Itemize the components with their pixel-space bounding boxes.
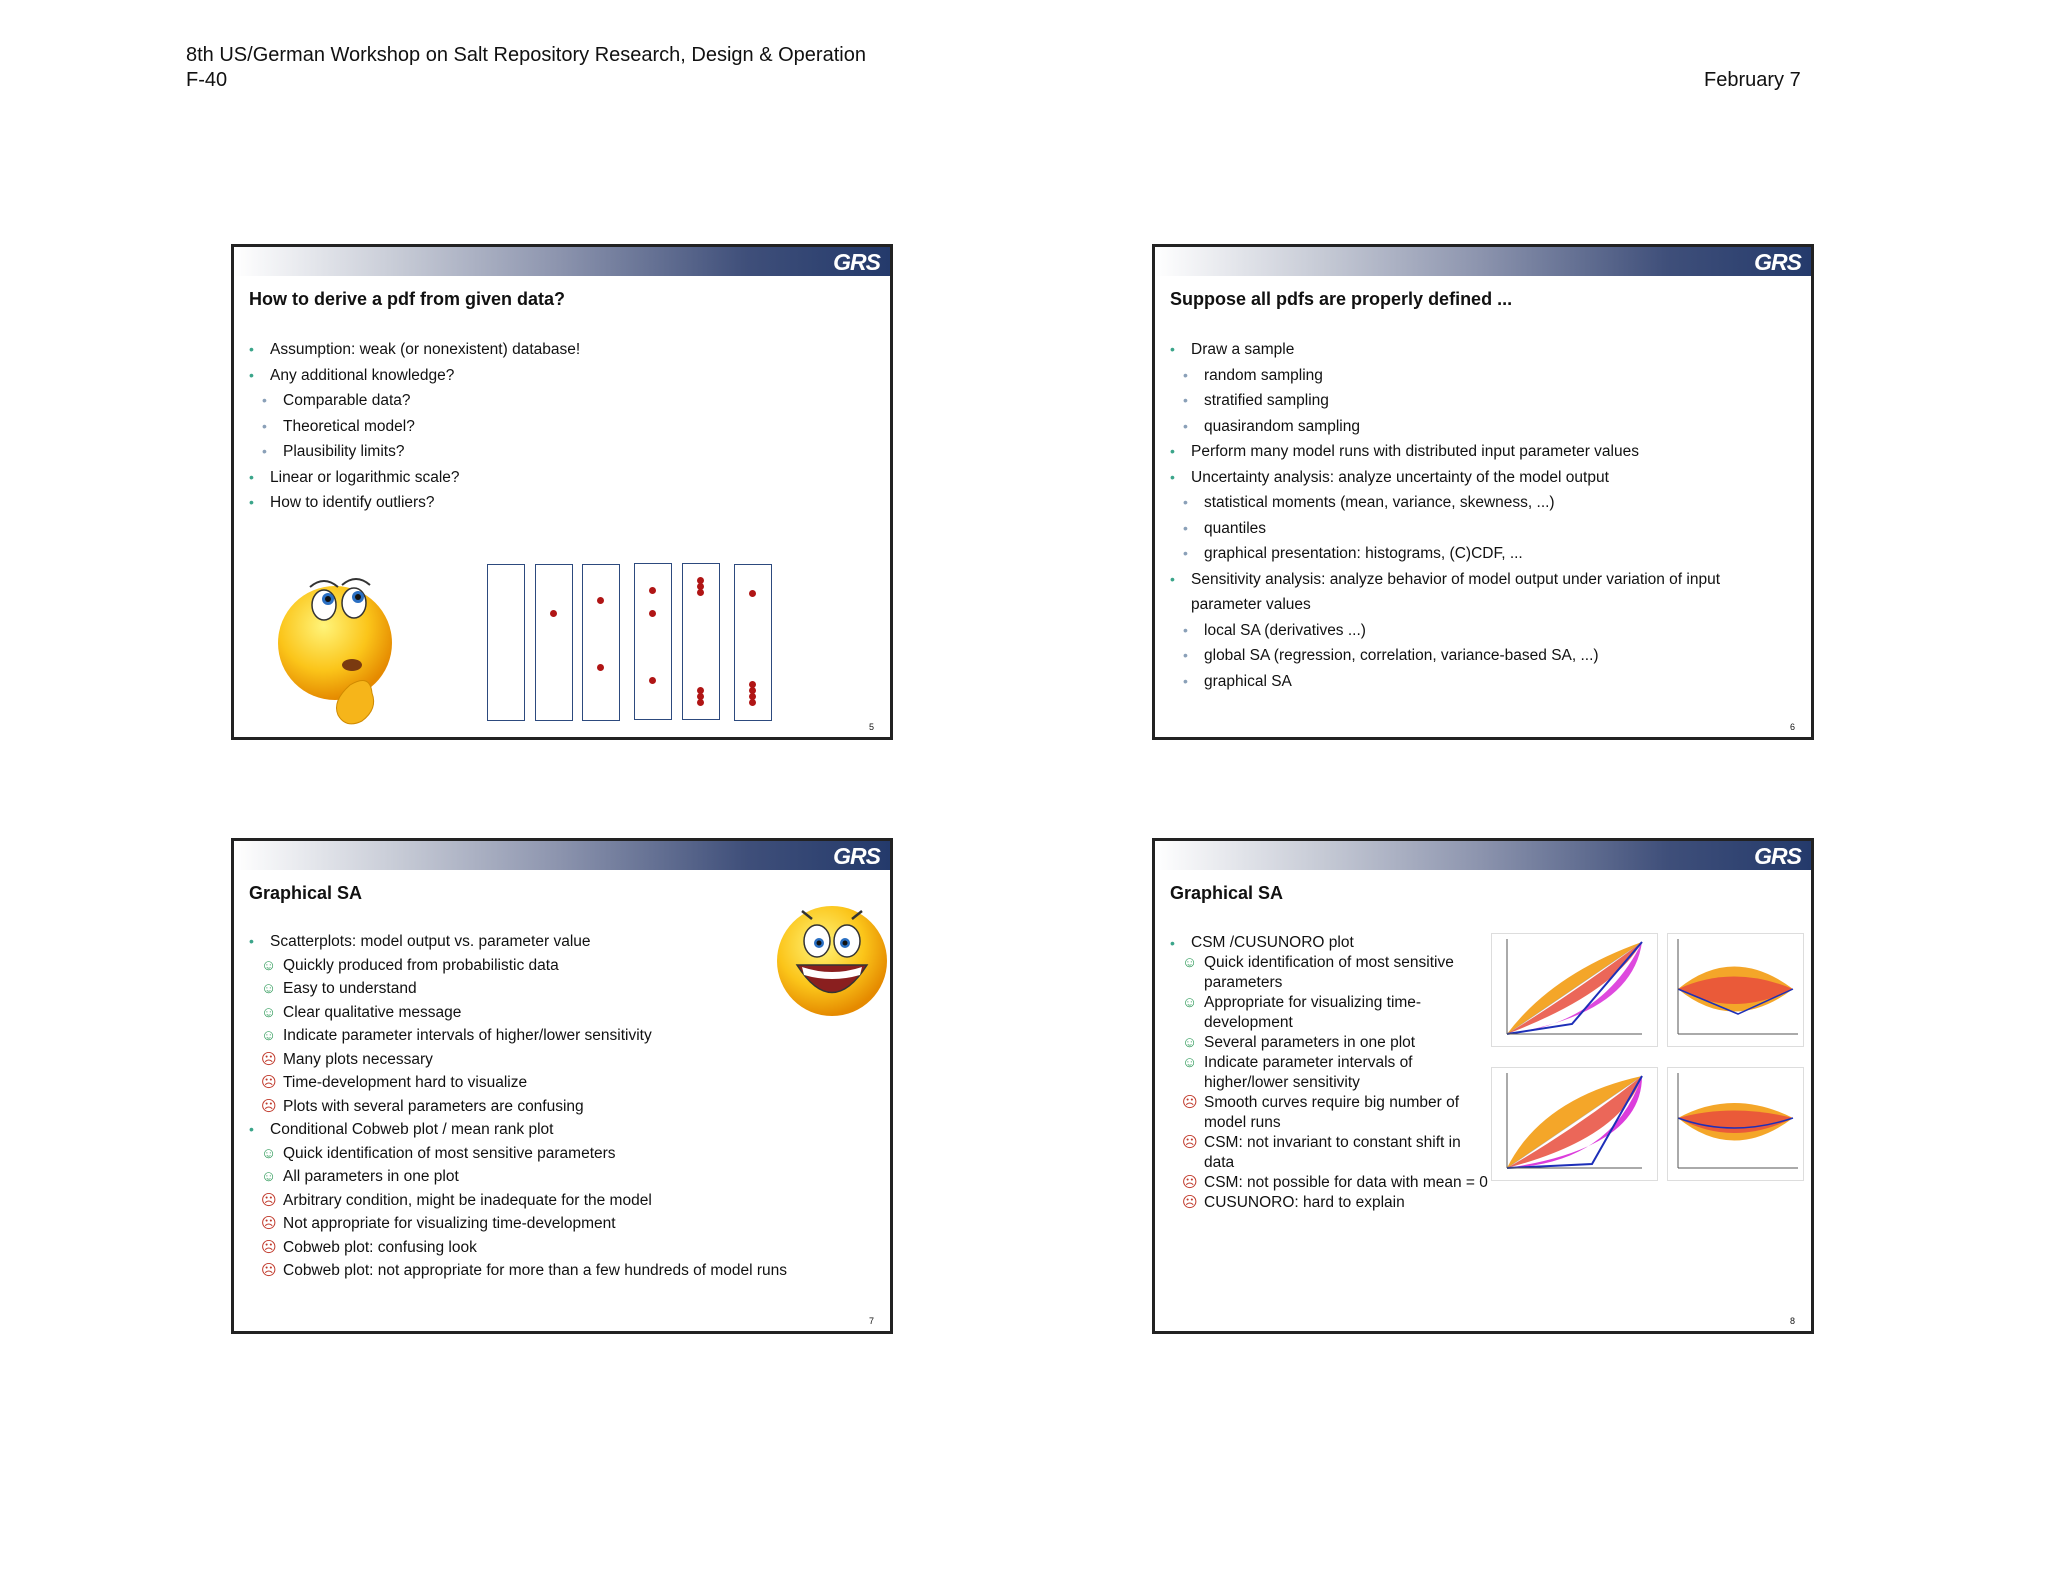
list-item bbox=[1170, 439, 1770, 465]
frowny-icon: ☹ bbox=[1182, 1094, 1198, 1111]
list-item-text: Conditional Cobweb plot / mean rank plot bbox=[270, 1121, 554, 1138]
list-item bbox=[249, 1212, 849, 1236]
list-item bbox=[1170, 465, 1770, 491]
sample-point bbox=[550, 610, 557, 617]
sample-column-4 bbox=[634, 563, 672, 720]
list-item bbox=[249, 337, 849, 363]
frowny-icon: ☹ bbox=[261, 1191, 277, 1209]
list-item-text: Plausibility limits? bbox=[283, 443, 405, 460]
grs-logo: GRS bbox=[1754, 843, 1801, 869]
csm-plot-thumbnail bbox=[1491, 1067, 1658, 1181]
list-item bbox=[1170, 541, 1770, 567]
smiley-icon: ☺ bbox=[1182, 1034, 1198, 1051]
list-item-text: Theoretical model? bbox=[283, 417, 415, 435]
bullet-icon: • bbox=[1170, 443, 1175, 459]
sub-bullet-icon: • bbox=[1183, 494, 1188, 510]
sub-bullet-icon: • bbox=[1183, 392, 1188, 408]
list-item-text: CUSUNORO: hard to explain bbox=[1204, 1194, 1405, 1211]
list-item-text: Arbitrary condition, might be inadequate for the model bbox=[283, 1191, 652, 1209]
list-item-text: graphical SA bbox=[1204, 672, 1292, 690]
frowny-icon: ☹ bbox=[1182, 1134, 1198, 1151]
list-item-text: Indicate parameter intervals of higher/lower sensitivity bbox=[1204, 1054, 1413, 1091]
csm-plot-thumbnail bbox=[1491, 933, 1658, 1047]
list-item-text: How to identify outliers? bbox=[270, 494, 435, 511]
list-item-text: local SA (derivatives ...) bbox=[1204, 621, 1366, 639]
bullet-icon: • bbox=[249, 366, 254, 383]
workshop-title: 8th US/German Workshop on Salt Repository Research, Design & Operation bbox=[186, 44, 866, 66]
list-item-text: Cobweb plot: not appropriate for more than a few hundreds of model runs bbox=[283, 1262, 788, 1279]
list-item bbox=[249, 1165, 849, 1189]
list-item-text: All parameters in one plot bbox=[283, 1168, 459, 1185]
list-item-text: quantiles bbox=[1204, 519, 1267, 537]
bullet-icon: • bbox=[249, 1121, 254, 1137]
frowny-icon: ☹ bbox=[261, 1097, 277, 1115]
laughing-emoji-icon bbox=[772, 893, 892, 1018]
list-item bbox=[249, 1189, 849, 1213]
sub-bullet-icon: • bbox=[262, 417, 267, 434]
list-item bbox=[1170, 1053, 1490, 1093]
slide-number: 7 bbox=[868, 1316, 874, 1326]
smiley-icon: ☺ bbox=[1182, 1054, 1198, 1071]
sub-bullet-icon: • bbox=[1183, 672, 1188, 689]
frowny-icon: ☹ bbox=[1182, 1174, 1198, 1191]
slide-title: Graphical SA bbox=[249, 883, 363, 903]
list-item bbox=[1170, 414, 1770, 440]
bullet-icon: • bbox=[1170, 570, 1175, 587]
list-item-text: Easy to understand bbox=[283, 980, 417, 997]
list-item-text: Many plots necessary bbox=[283, 1050, 433, 1068]
smiley-icon: ☺ bbox=[1182, 994, 1198, 1011]
list-item-text: Appropriate for visualizing time-development bbox=[1204, 994, 1422, 1031]
list-item bbox=[249, 363, 849, 389]
list-item-text: Clear qualitative message bbox=[283, 1003, 462, 1021]
list-item bbox=[1170, 388, 1770, 414]
document-date: February 7 bbox=[1704, 69, 1801, 91]
sample-column-3 bbox=[582, 564, 620, 721]
list-item-text: Perform many model runs with distributed input parameter values bbox=[1191, 443, 1639, 460]
list-item bbox=[1170, 669, 1770, 695]
list-item-text: Not appropriate for visualizing time-development bbox=[283, 1215, 616, 1232]
list-item-text: Indicate parameter intervals of higher/lower sensitivity bbox=[283, 1027, 652, 1044]
list-item-text: Scatterplots: model output vs. parameter value bbox=[270, 933, 591, 950]
list-item-text: Linear or logarithmic scale? bbox=[270, 468, 460, 486]
slide-5 bbox=[231, 244, 893, 740]
slide-7 bbox=[231, 838, 893, 1334]
list-item-text: stratified sampling bbox=[1204, 392, 1329, 409]
sample-point bbox=[597, 597, 604, 604]
list-item-text: Draw a sample bbox=[1191, 341, 1295, 358]
sample-point bbox=[749, 590, 756, 597]
list-item bbox=[249, 1142, 849, 1166]
list-item bbox=[249, 1071, 849, 1095]
list-item-text: Assumption: weak (or nonexistent) database! bbox=[270, 341, 581, 358]
bullet-icon: • bbox=[249, 933, 254, 949]
list-item bbox=[249, 954, 849, 978]
list-item bbox=[1170, 933, 1490, 953]
sample-point bbox=[649, 677, 656, 684]
frowny-icon: ☹ bbox=[261, 1050, 277, 1068]
slide-number: 6 bbox=[1789, 722, 1795, 732]
list-item bbox=[249, 465, 849, 491]
list-item bbox=[249, 1236, 849, 1260]
smiley-icon: ☺ bbox=[261, 980, 277, 997]
bullet-icon: • bbox=[1170, 935, 1175, 951]
list-item-text: Sensitivity analysis: analyze behavior of model output under variation of input parameter values bbox=[1191, 570, 1721, 613]
sub-bullet-icon: • bbox=[1183, 519, 1188, 536]
bullet-icon: • bbox=[1170, 341, 1175, 357]
frowny-icon: ☹ bbox=[261, 1215, 277, 1232]
cusunoro-plot-thumbnail bbox=[1667, 933, 1804, 1047]
slide-banner bbox=[234, 247, 890, 276]
smiley-icon: ☺ bbox=[261, 956, 277, 974]
slide-6 bbox=[1152, 244, 1814, 740]
list-item-text: Quick identification of most sensitive parameters bbox=[1204, 954, 1454, 991]
sample-point bbox=[649, 610, 656, 617]
slide-title: How to derive a pdf from given data? bbox=[249, 289, 566, 309]
list-item bbox=[249, 439, 849, 465]
list-item-text: Quick identification of most sensitive parameters bbox=[283, 1144, 616, 1162]
list-item bbox=[1170, 1033, 1490, 1053]
sample-point bbox=[649, 587, 656, 594]
slide-banner bbox=[1155, 247, 1811, 276]
frowny-icon: ☹ bbox=[261, 1074, 277, 1091]
grs-logo: GRS bbox=[833, 843, 880, 869]
list-item bbox=[249, 388, 849, 414]
cusunoro-plot-thumbnail bbox=[1667, 1067, 1804, 1181]
list-item bbox=[1170, 516, 1770, 542]
sample-point bbox=[697, 699, 704, 706]
bullet-list bbox=[249, 337, 849, 516]
document-code: F-40 bbox=[186, 69, 228, 91]
frowny-icon: ☹ bbox=[261, 1238, 277, 1256]
list-item bbox=[1170, 363, 1770, 389]
sub-bullet-icon: • bbox=[1183, 417, 1188, 434]
bullet-icon: • bbox=[249, 494, 254, 510]
list-item-text: Plots with several parameters are confusing bbox=[283, 1097, 584, 1115]
slide-title: Suppose all pdfs are properly defined ... bbox=[1170, 289, 1513, 309]
slide-8 bbox=[1152, 838, 1814, 1334]
list-item bbox=[1170, 337, 1770, 363]
sample-point bbox=[697, 589, 704, 596]
sub-bullet-icon: • bbox=[1183, 647, 1188, 663]
smiley-icon: ☺ bbox=[1182, 954, 1198, 971]
sample-column-5 bbox=[682, 563, 720, 720]
list-item-text: graphical presentation: histograms, (C)CDF, ... bbox=[1204, 545, 1523, 562]
list-item-text: Comparable data? bbox=[283, 392, 411, 409]
thinking-emoji-icon bbox=[272, 565, 412, 730]
list-item bbox=[1170, 953, 1490, 993]
slide-banner bbox=[234, 841, 890, 870]
list-item bbox=[1170, 1193, 1490, 1213]
list-item-text: Smooth curves require big number of model runs bbox=[1204, 1094, 1460, 1131]
list-item bbox=[1170, 1093, 1490, 1133]
list-item bbox=[249, 414, 849, 440]
sample-column-6 bbox=[734, 564, 772, 721]
list-item bbox=[249, 490, 849, 516]
list-item bbox=[249, 1048, 849, 1072]
slide-title: Graphical SA bbox=[1170, 883, 1284, 903]
slide-banner bbox=[1155, 841, 1811, 870]
list-item-text: Several parameters in one plot bbox=[1204, 1034, 1416, 1051]
list-item-text: Uncertainty analysis: analyze uncertainty of the model output bbox=[1191, 468, 1609, 486]
bullet-icon: • bbox=[249, 341, 254, 357]
sample-column-1 bbox=[487, 564, 525, 721]
slide-number: 5 bbox=[868, 722, 874, 732]
list-item-text: quasirandom sampling bbox=[1204, 417, 1360, 435]
bullet-list bbox=[1170, 933, 1490, 1213]
list-item bbox=[249, 1024, 849, 1048]
grs-logo: GRS bbox=[1754, 249, 1801, 275]
list-item bbox=[1170, 643, 1770, 669]
list-item-text: Any additional knowledge? bbox=[270, 366, 455, 384]
smiley-icon: ☺ bbox=[261, 1168, 277, 1185]
grs-logo: GRS bbox=[833, 249, 880, 275]
list-item bbox=[1170, 618, 1770, 644]
bullet-icon: • bbox=[249, 468, 254, 485]
sample-column-2 bbox=[535, 564, 573, 721]
sub-bullet-icon: • bbox=[262, 392, 267, 408]
list-item-text: CSM /CUSUNORO plot bbox=[1191, 934, 1354, 951]
list-item bbox=[249, 1259, 849, 1283]
sub-bullet-icon: • bbox=[1183, 366, 1188, 383]
bullet-icon: • bbox=[1170, 468, 1175, 485]
smiley-icon: ☺ bbox=[261, 1003, 277, 1021]
list-item-text: Cobweb plot: confusing look bbox=[283, 1238, 477, 1256]
slide-number: 8 bbox=[1789, 1316, 1795, 1326]
list-item-text: Time-development hard to visualize bbox=[283, 1074, 528, 1091]
list-item bbox=[1170, 1133, 1490, 1173]
sub-bullet-icon: • bbox=[262, 443, 267, 459]
frowny-icon: ☹ bbox=[1182, 1194, 1198, 1211]
list-item bbox=[249, 977, 849, 1001]
list-item bbox=[1170, 993, 1490, 1033]
list-item bbox=[249, 1095, 849, 1119]
list-item bbox=[249, 1001, 849, 1025]
smiley-icon: ☺ bbox=[261, 1144, 277, 1162]
frowny-icon: ☹ bbox=[261, 1262, 277, 1279]
list-item-text: random sampling bbox=[1204, 366, 1323, 384]
list-item-text: statistical moments (mean, variance, skewness, ...) bbox=[1204, 494, 1555, 511]
sub-bullet-icon: • bbox=[1183, 621, 1188, 638]
list-item bbox=[249, 1118, 849, 1142]
list-item bbox=[1170, 1173, 1490, 1193]
bullet-list bbox=[249, 930, 849, 1283]
list-item-text: global SA (regression, correlation, variance-based SA, ...) bbox=[1204, 647, 1599, 664]
list-item-text: Quickly produced from probabilistic data bbox=[283, 956, 559, 974]
list-item bbox=[1170, 567, 1770, 618]
list-item-text: CSM: not invariant to constant shift in data bbox=[1204, 1134, 1461, 1171]
sub-bullet-icon: • bbox=[1183, 545, 1188, 561]
list-item bbox=[1170, 490, 1770, 516]
sample-point bbox=[749, 699, 756, 706]
list-item bbox=[249, 930, 849, 954]
list-item-text: CSM: not possible for data with mean = 0 bbox=[1204, 1174, 1488, 1191]
smiley-icon: ☺ bbox=[261, 1027, 277, 1044]
bullet-list bbox=[1170, 337, 1770, 694]
sample-point bbox=[597, 664, 604, 671]
